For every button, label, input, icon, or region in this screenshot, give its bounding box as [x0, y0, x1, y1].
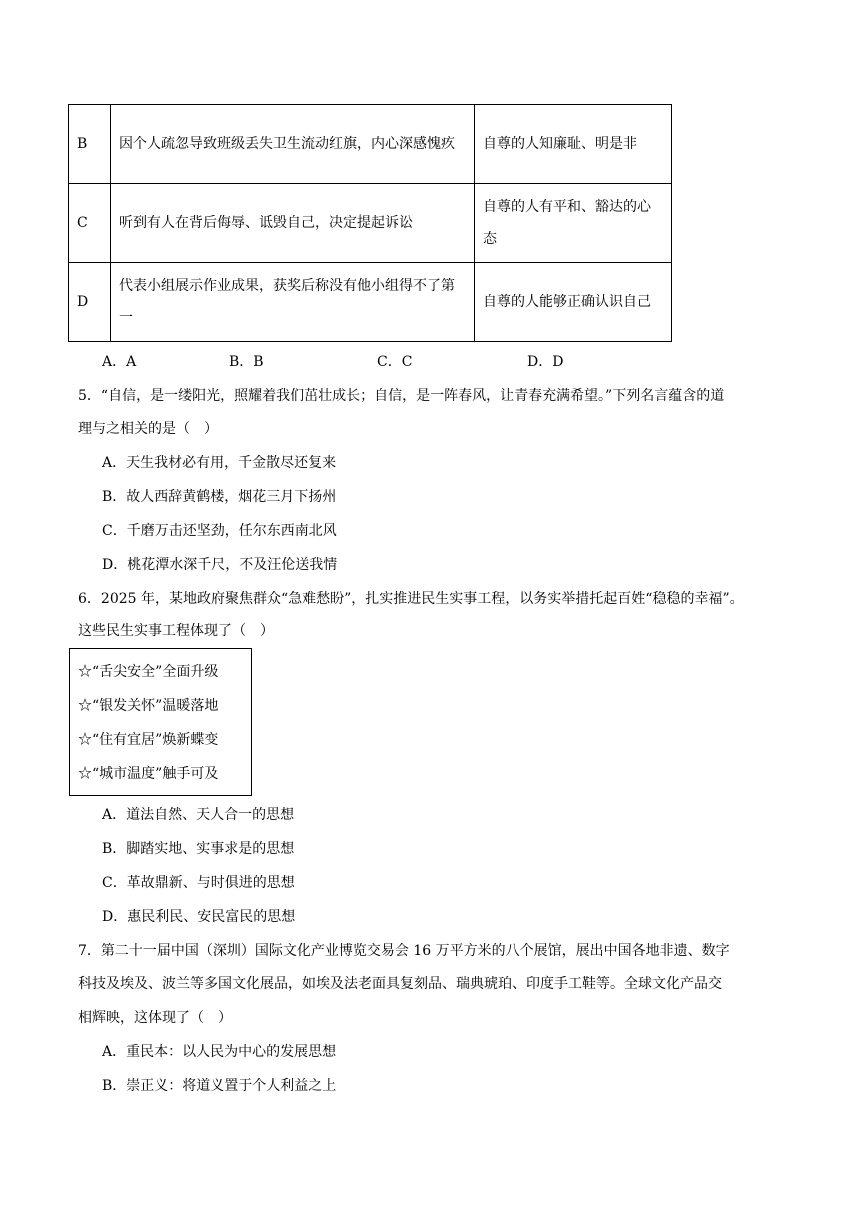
q6-option-a[interactable]: A．道法自然、天人合一的思想: [102, 807, 295, 823]
q7-option-a[interactable]: A．重民本：以人民为中心的发展思想: [102, 1044, 337, 1060]
box-item: ☆“银发关怀”温暖落地: [78, 698, 219, 714]
q7-option-b[interactable]: B．崇正义：将道义置于个人利益之上: [102, 1078, 337, 1094]
options-table: [68, 104, 672, 342]
q6-option-b[interactable]: B．脚踏实地、实事求是的思想: [102, 841, 295, 857]
q6-stem-line2: 这些民生实事工程体现了（ ）: [78, 623, 274, 639]
q4-option-c[interactable]: C．C: [377, 354, 413, 370]
q6-stem-line1: 6．2025 年，某地政府聚焦群众“急难愁盼”，扎实推进民生实事工程，以务实举措托起百姓“稳稳的幸福”。: [78, 591, 744, 607]
box-item: ☆“舌尖安全”全面升级: [78, 664, 219, 680]
table-row: [69, 184, 672, 263]
q5-option-d[interactable]: D．桃花潭水深千尺，不及汪伦送我情: [102, 557, 338, 573]
row-behavior: 代表小组展示作业成果，获奖后称没有他小组得不了第一: [111, 263, 475, 342]
row-meaning: 自尊的人有平和、豁达的心态: [475, 184, 672, 263]
q5-stem-line2: 理与之相关的是（ ）: [78, 421, 218, 437]
q5-option-a[interactable]: A．天生我材必有用，千金散尽还复来: [102, 455, 337, 471]
q5-option-b[interactable]: B．故人西辞黄鹤楼，烟花三月下扬州: [102, 489, 337, 505]
q6-option-d[interactable]: D．惠民利民、安民富民的思想: [102, 909, 296, 925]
q4-option-b[interactable]: B．B: [229, 354, 264, 370]
row-letter: D: [69, 263, 111, 342]
box-item: ☆“城市温度”触手可及: [78, 766, 219, 782]
table-row: [69, 105, 672, 184]
q5-stem-line1: 5．“自信，是一缕阳光，照耀着我们茁壮成长；自信，是一阵春风，让青春充满希望。”下列名言蕴含的道: [78, 388, 725, 404]
box-item: ☆“住有宜居”焕新蝶变: [78, 732, 219, 748]
q7-stem-line2: 科技及埃及、波兰等多国文化展品，如埃及法老面具复刻品、瑞典琥珀、印度手工鞋等。全球文化产品交: [78, 976, 722, 992]
q4-option-a[interactable]: A．A: [102, 354, 137, 370]
row-letter: C: [69, 184, 111, 263]
row-behavior: 因个人疏忽导致班级丢失卫生流动红旗，内心深感愧疚: [111, 105, 475, 184]
row-meaning: 自尊的人能够正确认识自己: [475, 263, 672, 342]
q6-material-box: [69, 648, 252, 796]
row-behavior: 听到有人在背后侮辱、诋毁自己，决定提起诉讼: [111, 184, 475, 263]
row-meaning: 自尊的人知廉耻、明是非: [475, 105, 672, 184]
q6-option-c[interactable]: C．革故鼎新、与时俱进的思想: [102, 875, 295, 891]
q5-option-c[interactable]: C．千磨万击还坚劲，任尔东西南北风: [102, 523, 337, 539]
q7-stem-line1: 7．第二十一届中国（深圳）国际文化产业博览交易会 16 万平方米的八个展馆，展出中国各地非遗、数字: [78, 943, 730, 959]
q4-option-d[interactable]: D．D: [527, 354, 564, 370]
row-letter: B: [69, 105, 111, 184]
table-row: [69, 263, 672, 342]
q7-stem-line3: 相辉映，这体现了（ ）: [78, 1010, 232, 1026]
